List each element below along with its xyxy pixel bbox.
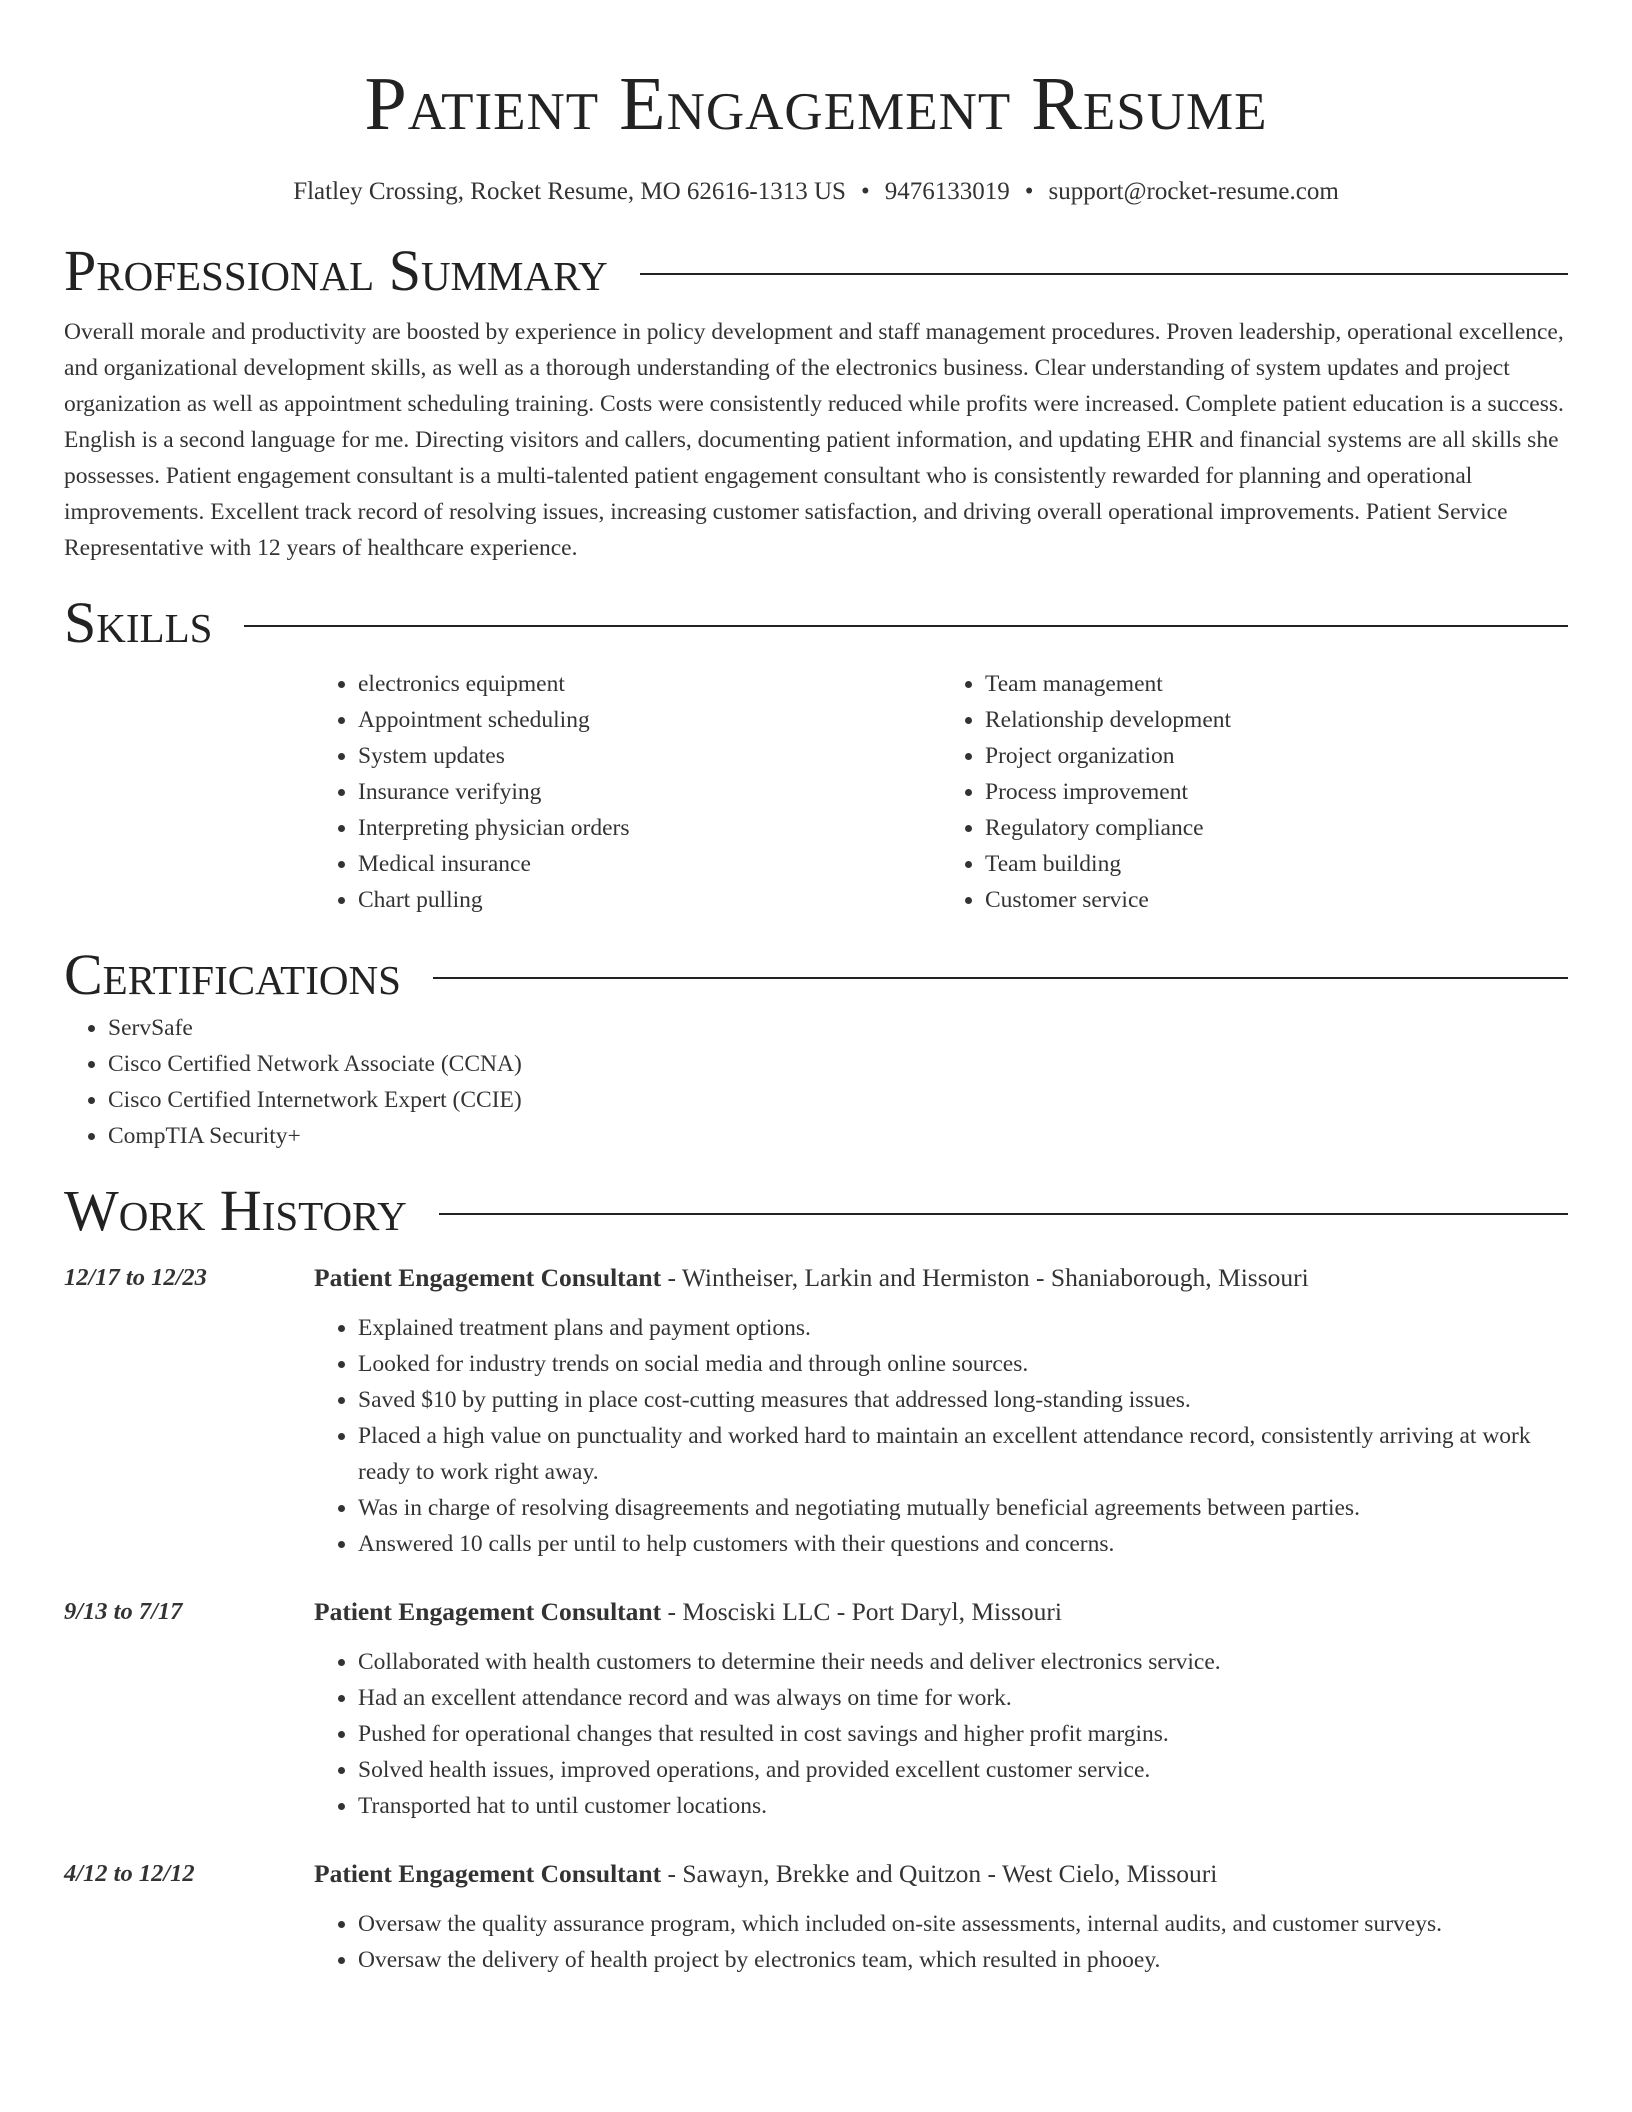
job-duty: • Looked for industry trends on social media and through online sources. — [358, 1346, 1568, 1382]
job-body — [314, 1594, 1568, 1824]
job-body — [314, 1856, 1568, 1978]
skill-item: • Medical insurance — [358, 846, 941, 882]
job-duty: • Placed a high value on punctuality and worked hard to maintain an excellent attendance record, consistently arriving at work ready to work right away. — [358, 1418, 1568, 1490]
certifications-list — [64, 1010, 1568, 1154]
job-duty: • Answered 10 calls per until to help customers with their questions and concerns. — [358, 1526, 1568, 1562]
resume-title: Patient Engagement Resume — [364, 62, 1268, 146]
section-divider — [244, 625, 1568, 627]
job-duty: • Solved health issues, improved operations, and provided excellent customer service. — [358, 1752, 1568, 1788]
summary-text: Overall morale and productivity are boosted by experience in policy development and staff management procedures. Proven leadership, operational excellence, and organizational development skills, as well as a thorough understanding of the electronics business. Clear understanding of system updates and project organization as well as appointment scheduling training. Costs were consistently reduced while profits were increased. Complete patient education is a success. English is a second language for me. Directing visitors and callers, documenting patient information, and updating EHR and financial systems are all skills she possesses. Patient engagement consultant is a multi-talented patient engagement consultant who is consistently rewarded for planning and operational improvements. Excellent track record of resolving issues, increasing customer satisfaction, and driving overall operational improvements. Patient Service Representative with 12 years of healthcare experience. — [64, 319, 1564, 561]
job-body — [314, 1260, 1568, 1562]
job-duties-list — [314, 1310, 1568, 1562]
certifications-heading: Certifications — [64, 942, 401, 1007]
job-heading — [314, 1260, 1568, 1296]
skills-section-header — [64, 588, 1568, 658]
job-duty: • Collaborated with health customers to determine their needs and deliver electronics service. — [358, 1644, 1568, 1680]
skill-item: • Process improvement — [985, 774, 1568, 810]
skill-item: • Team building — [985, 846, 1568, 882]
skill-item: • Regulatory compliance — [985, 810, 1568, 846]
contact-phone: 9476133019 — [884, 178, 1010, 205]
job-duties-list — [314, 1644, 1568, 1824]
skill-item: • Insurance verifying — [358, 774, 941, 810]
job-duty: • Oversaw the quality assurance program, which included on-site assessments, internal audits, and customer surveys. — [358, 1906, 1568, 1942]
skill-item: • Team management — [985, 666, 1568, 702]
job-heading — [314, 1856, 1568, 1892]
skill-item: • Chart pulling — [358, 882, 941, 918]
job-employer-location: - Sawayn, Brekke and Quitzon - West Cielo, Missouri — [661, 1859, 1218, 1888]
skill-item: • Project organization — [985, 738, 1568, 774]
section-divider — [439, 1213, 1568, 1215]
job-dates: 4/12 to 12/12 — [64, 1860, 195, 1887]
job-title: Patient Engagement Consultant — [314, 1263, 662, 1292]
skill-item: • Appointment scheduling — [358, 702, 941, 738]
job-duties-list — [314, 1906, 1568, 1978]
certification-item: • ServSafe — [108, 1010, 1568, 1046]
work-history-section-header — [64, 1176, 1568, 1246]
job-heading — [314, 1594, 1568, 1630]
job-duty: • Saved $10 by putting in place cost-cutting measures that addressed long-standing issues. — [358, 1382, 1568, 1418]
skill-item: • electronics equipment — [358, 666, 941, 702]
certifications-section-header — [64, 940, 1568, 1010]
job-duty: • Had an excellent attendance record and was always on time for work. — [358, 1680, 1568, 1716]
work-history-heading: Work History — [64, 1178, 407, 1243]
skills-heading: Skills — [64, 590, 213, 655]
job-duty: • Oversaw the delivery of health project by electronics team, which resulted in phooey. — [358, 1942, 1568, 1978]
contact-line — [64, 176, 1568, 208]
job-dates: 12/17 to 12/23 — [64, 1264, 207, 1291]
certification-item: • Cisco Certified Network Associate (CCNA) — [108, 1046, 1568, 1082]
certification-item: • Cisco Certified Internetwork Expert (CCIE) — [108, 1082, 1568, 1118]
summary-heading: Professional Summary — [64, 238, 608, 303]
skills-list-left — [314, 666, 941, 918]
skills-list-right — [941, 666, 1568, 918]
skill-item: • Relationship development — [985, 702, 1568, 738]
job-duty: • Pushed for operational changes that resulted in cost savings and higher profit margins. — [358, 1716, 1568, 1752]
job-duty: • Was in charge of resolving disagreements and negotiating mutually beneficial agreements between parties. — [358, 1490, 1568, 1526]
contact-separator: • — [1024, 178, 1034, 205]
job-dates: 9/13 to 7/17 — [64, 1598, 183, 1625]
job-duty: • Explained treatment plans and payment options. — [358, 1310, 1568, 1346]
job-employer-location: - Mosciski LLC - Port Daryl, Missouri — [661, 1597, 1062, 1626]
job-entry — [64, 1856, 1568, 1978]
job-employer-location: - Wintheiser, Larkin and Hermiston - Shaniaborough, Missouri — [661, 1263, 1309, 1292]
job-duty: • Transported hat to until customer locations. — [358, 1788, 1568, 1824]
summary-section-header — [64, 236, 1568, 306]
section-divider — [433, 977, 1568, 979]
contact-address: Flatley Crossing, Rocket Resume, MO 62616-1313 US — [293, 178, 846, 205]
job-entry — [64, 1260, 1568, 1562]
certification-item: • CompTIA Security+ — [108, 1118, 1568, 1154]
job-entry — [64, 1594, 1568, 1824]
job-title: Patient Engagement Consultant — [314, 1859, 662, 1888]
contact-email: support@rocket-resume.com — [1048, 178, 1339, 205]
skill-item: • Customer service — [985, 882, 1568, 918]
job-title: Patient Engagement Consultant — [314, 1597, 662, 1626]
skill-item: • System updates — [358, 738, 941, 774]
skill-item: • Interpreting physician orders — [358, 810, 941, 846]
skills-grid — [314, 666, 1568, 918]
section-divider — [640, 273, 1568, 275]
contact-separator: • — [860, 178, 870, 205]
